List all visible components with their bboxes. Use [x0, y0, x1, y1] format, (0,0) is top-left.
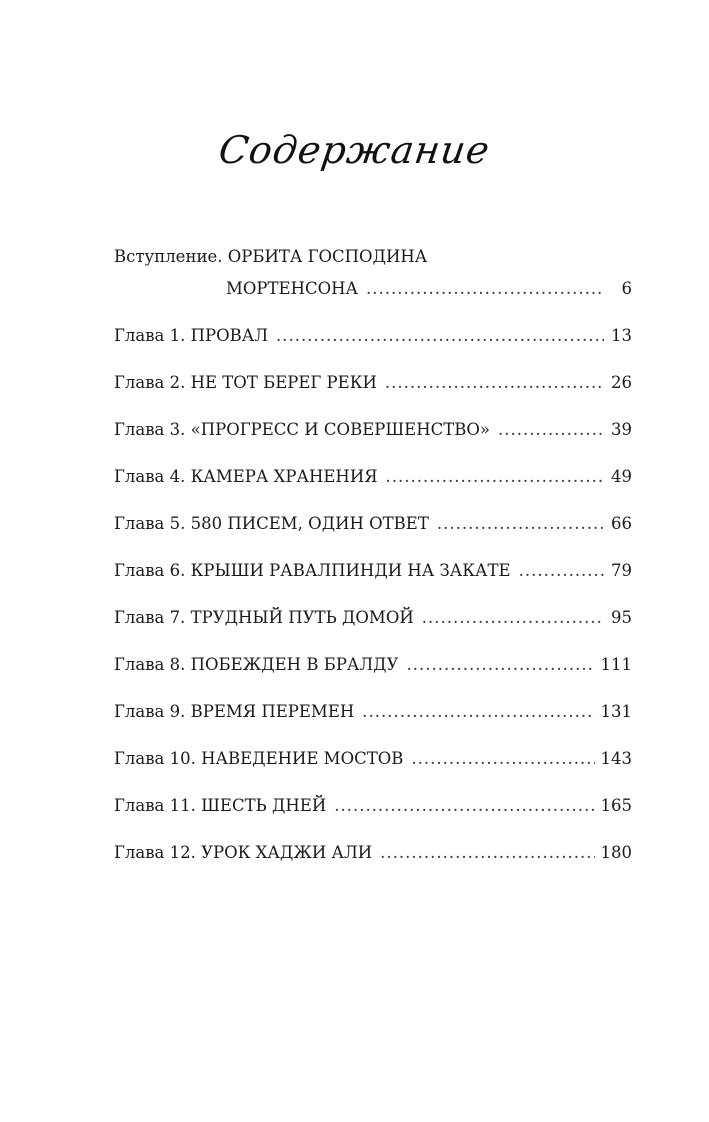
toc-entry-page: 26	[611, 373, 632, 392]
toc-entry-intro[interactable]	[114, 246, 632, 300]
dot-leader	[407, 654, 595, 676]
toc-entry-label: Глава 9. ВРЕМЯ ПЕРЕМЕН	[114, 702, 355, 721]
toc-entry-label: Вступление. ОРБИТА ГОСПОДИНА	[114, 247, 428, 266]
toc-entry-page: 39	[611, 420, 632, 439]
dot-leader	[422, 607, 604, 629]
toc-entry-page: 180	[600, 843, 632, 862]
dot-leader	[519, 560, 604, 582]
toc-entry-label: Глава 3. «ПРОГРЕСС И СОВЕРШЕНСТВО»	[114, 420, 490, 439]
toc-entry-chapter-4[interactable]	[114, 466, 632, 488]
dot-leader	[276, 325, 604, 347]
dot-leader	[362, 701, 594, 723]
toc-entry-chapter-11[interactable]	[114, 795, 632, 817]
toc-entry-label: Глава 10. НАВЕДЕНИЕ МОСТОВ	[114, 749, 404, 768]
toc-entry-page: 49	[611, 467, 632, 486]
dot-leader	[411, 748, 594, 770]
toc-entry-page: 79	[611, 561, 632, 580]
toc-entry-page: 66	[611, 514, 632, 533]
toc-entry-page: 111	[600, 655, 632, 674]
toc-entry-chapter-12[interactable]	[114, 842, 632, 864]
dot-leader	[386, 466, 604, 488]
toc-entry-page: 6	[621, 279, 632, 298]
toc-entry-label: Глава 12. УРОК ХАДЖИ АЛИ	[114, 843, 373, 862]
chapter-list	[114, 300, 632, 864]
dot-leader	[385, 372, 604, 394]
page-title: Содержание	[216, 128, 493, 172]
toc-entry-chapter-8[interactable]	[114, 654, 632, 676]
toc-entry-chapter-7[interactable]	[114, 607, 632, 629]
table-of-contents	[114, 246, 632, 864]
toc-entry-chapter-6[interactable]	[114, 560, 632, 582]
toc-entry-label: Глава 7. ТРУДНЫЙ ПУТЬ ДОМОЙ	[114, 608, 414, 627]
toc-entry-page: 143	[600, 749, 632, 768]
toc-entry-chapter-10[interactable]	[114, 748, 632, 770]
toc-entry-page: 13	[611, 326, 632, 345]
toc-entry-label: Глава 8. ПОБЕЖДЕН В БРАЛДУ	[114, 655, 399, 674]
toc-entry-chapter-9[interactable]	[114, 701, 632, 723]
toc-entry-label: Глава 6. КРЫШИ РАВАЛПИНДИ НА ЗАКАТЕ	[114, 561, 511, 580]
dot-leader	[380, 842, 594, 864]
toc-entry-page: 95	[611, 608, 632, 627]
toc-entry-page: 165	[600, 796, 632, 815]
toc-entry-page: 131	[600, 702, 632, 721]
toc-entry-label: Глава 4. КАМЕРА ХРАНЕНИЯ	[114, 467, 378, 486]
toc-entry-chapter-2[interactable]	[114, 372, 632, 394]
toc-entry-label-continued: МОРТЕНСОНА	[226, 279, 358, 298]
dot-leader	[498, 419, 604, 441]
toc-entry-label: Глава 5. 580 ПИСЕМ, ОДИН ОТВЕТ	[114, 514, 429, 533]
toc-entry-chapter-5[interactable]	[114, 513, 632, 535]
toc-entry-chapter-1[interactable]	[114, 325, 632, 347]
toc-entry-label: Глава 1. ПРОВАЛ	[114, 326, 269, 345]
toc-entry-label: Глава 11. ШЕСТЬ ДНЕЙ	[114, 796, 327, 815]
toc-entry-label: Глава 2. НЕ ТОТ БЕРЕГ РЕКИ	[114, 373, 377, 392]
dot-leader	[437, 513, 604, 535]
toc-entry-chapter-3[interactable]	[114, 419, 632, 441]
dot-leader	[334, 795, 594, 817]
dot-leader	[366, 278, 604, 300]
